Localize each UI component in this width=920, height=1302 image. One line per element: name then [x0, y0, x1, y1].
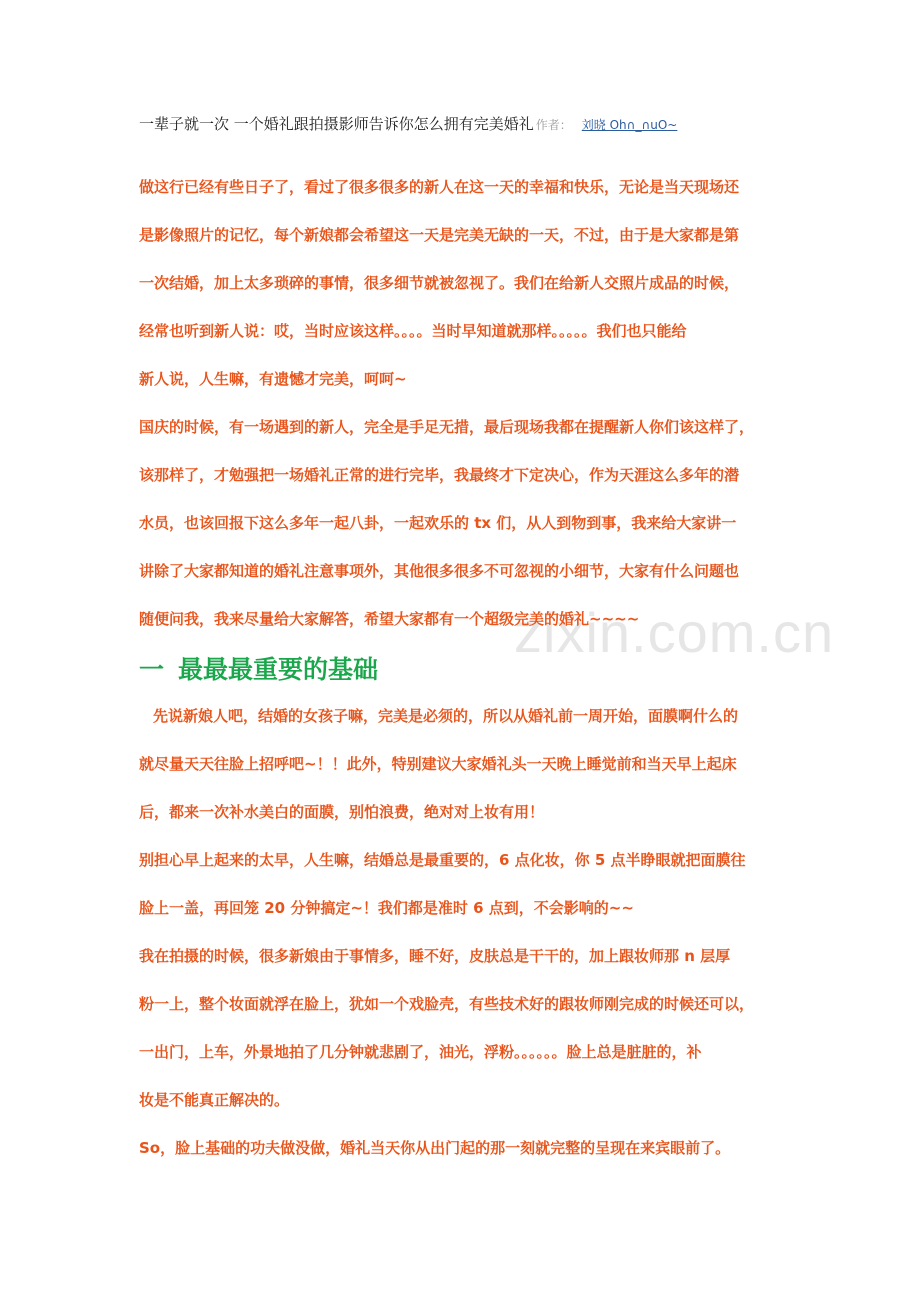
- section-line-9: 妆是不能真正解决的。: [139, 1091, 290, 1109]
- section-line-8: 一出门，上车，外景地拍了几分钟就悲剧了，油光，浮粉。。。。。。脸上总是脏脏的，补: [139, 1043, 702, 1061]
- section-line-5: 脸上一盖，再回笼 20 分钟搞定~！我们都是准时 6 点到，不会影响的~~: [139, 899, 634, 917]
- section-line-1: 先说新娘人吧，结婚的女孩子嘛，完美是必须的，所以从婚礼前一周开始，面膜啊什么的: [153, 707, 739, 725]
- body-line-3: 一次结婚，加上太多琐碎的事情，很多细节就被忽视了。我们在给新人交照片成品的时候，: [139, 274, 740, 292]
- document-title-line: [139, 113, 839, 134]
- body-line-9: 讲除了大家都知道的婚礼注意事项外，其他很多很多不可忽视的小细节，大家有什么问题也: [139, 562, 740, 580]
- section-line-10: So，脸上基础的功夫做没做，婚礼当天你从出门起的那一刻就完整的呈现在来宾眼前了。: [139, 1139, 731, 1157]
- body-line-4: 经常也听到新人说：哎，当时应该这样。。。。当时早知道就那样。。。。。我们也只能给: [139, 322, 687, 340]
- body-line-2: 是影像照片的记忆，每个新娘都会希望这一天是完美无缺的一天，不过，由于是大家都是第: [139, 226, 740, 244]
- watermark: zixin.com.cn: [514, 601, 835, 664]
- body-line-6: 国庆的时候，有一场遇到的新人，完全是手足无措，最后现场我都在提醒新人你们该这样了，: [139, 418, 755, 436]
- section-number: 一: [139, 655, 165, 684]
- body-line-1: 做这行已经有些日子了，看过了很多很多的新人在这一天的幸福和快乐，无论是当天现场还: [139, 178, 740, 196]
- body-line-10: 随便问我，我来尽量给大家解答，希望大家都有一个超级完美的婚礼~~~~: [139, 610, 640, 628]
- author-link[interactable]: 刘晓 Oh∩_∩uO~: [581, 118, 678, 132]
- section-line-3: 后，都来一次补水美白的面膜，别怕浪费，绝对对上妆有用！: [139, 803, 545, 821]
- section-line-6: 我在拍摄的时候，很多新娘由于事情多，睡不好，皮肤总是干干的，加上跟妆师那 n 层厚: [139, 947, 731, 965]
- document-title: 一辈子就一次 一个婚礼跟拍摄影师告诉你怎么拥有完美婚礼: [139, 115, 534, 133]
- section-title: 最最最重要的基础: [178, 655, 379, 684]
- body-line-8: 水员，也该回报下这么多年一起八卦，一起欢乐的 tx 们，从人到物到事，我来给大家讲一: [139, 514, 737, 532]
- section-line-4: 别担心早上起来的太早，人生嘛，结婚总是最重要的，6 点化妆，你 5 点半睁眼就把面膜往: [139, 851, 746, 869]
- section-line-7: 粉一上，整个妆面就浮在脸上，犹如一个戏脸壳，有些技术好的跟妆师刚完成的时候还可以，: [139, 995, 755, 1013]
- section-heading: [139, 650, 378, 686]
- body-line-5: 新人说，人生嘛，有遗憾才完美，呵呵~: [139, 370, 407, 388]
- section-line-2: 就尽量天天往脸上招呼吧~！！此外，特别建议大家婚礼头一天晚上睡觉前和当天早上起床: [139, 755, 737, 773]
- author-label: 作者：: [535, 118, 572, 132]
- body-line-7: 该那样了，才勉强把一场婚礼正常的进行完毕，我最终才下定决心，作为天涯这么多年的潜: [139, 466, 740, 484]
